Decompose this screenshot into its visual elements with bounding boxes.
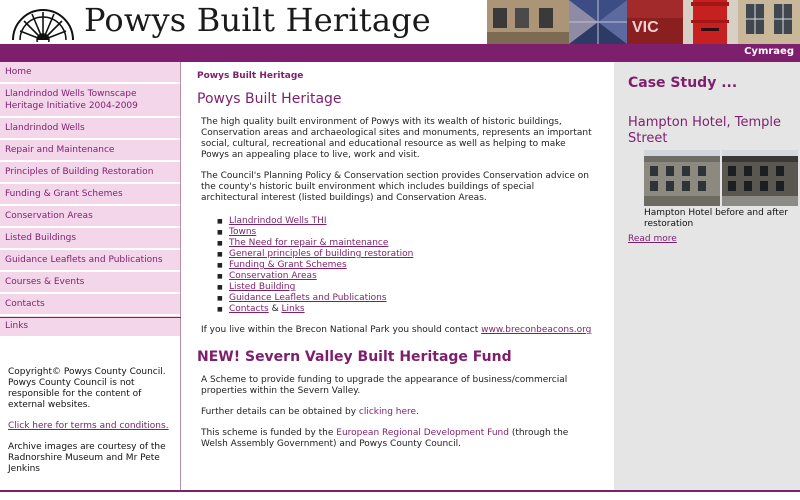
content-links-list — [217, 216, 602, 315]
link-listed-building[interactable]: Listed Building — [229, 282, 296, 292]
case-study-caption: Hampton Hotel before and after restoration — [644, 208, 788, 229]
sidebar-divider — [0, 317, 181, 318]
sidebar-item-listed[interactable]: Listed Buildings — [0, 228, 180, 250]
sidebar-item-funding[interactable]: Funding & Grant Schemes — [0, 184, 180, 206]
right-sidebar — [614, 62, 800, 490]
link-conservation-areas[interactable]: Conservation Areas — [229, 271, 317, 281]
link-towns[interactable]: Towns — [229, 227, 257, 237]
link-llandrindod-thi[interactable]: Llandrindod Wells THI — [229, 216, 327, 226]
archive-note: Archive images are courtesy of the Radnorshire Museum and Mr Pete Jenkins — [8, 442, 166, 474]
case-study-photos — [644, 150, 798, 206]
link-funding[interactable]: Funding & Grant Schemes — [229, 260, 347, 270]
intro-paragraph: The high quality built environment of Powys with its wealth of historic buildings, Conservation areas and archaeological sites and monuments, represents an important social, cultural, recreational and educational resource as well as helping to make Powys an appealing place to live, work and visit. — [201, 117, 592, 160]
site-header — [0, 0, 800, 44]
sidebar-item-links[interactable]: Links — [0, 316, 180, 338]
erdf-link[interactable]: European Regional Development Fund — [336, 428, 509, 438]
ampersand-text: & — [268, 304, 282, 314]
header-photo-strip — [487, 0, 800, 44]
tile-pattern-photo — [569, 0, 627, 44]
sidebar-item-principles[interactable]: Principles of Building Restoration — [0, 162, 180, 184]
news-heading: NEW! Severn Valley Built Heritage Fund — [197, 349, 512, 365]
link-links[interactable]: Links — [281, 304, 305, 314]
list-item — [217, 271, 602, 282]
sidebar-item-guidance[interactable]: Guidance Leaflets and Publications — [0, 250, 180, 272]
copyright-text: Copyright© Powys County Council. Powys County Council is not responsible for the content of external websites. — [8, 367, 166, 410]
list-item — [217, 249, 602, 260]
sidebar-item-llandrindod-thi[interactable]: Llandrindod Wells Townscape Heritage Initiative 2004-2009 — [0, 84, 180, 118]
news-paragraph-3 — [201, 428, 593, 450]
brecon-link[interactable]: www.breconbeacons.org — [481, 325, 592, 335]
sidebar-footer — [8, 367, 176, 485]
list-item — [217, 227, 602, 238]
svg-text:VIC: VIC — [632, 19, 659, 36]
link-repair-need[interactable]: The Need for repair & maintenance — [229, 238, 389, 248]
link-contacts[interactable]: Contacts — [229, 304, 269, 314]
brecon-contact-line — [201, 325, 602, 335]
hotel-before-photo[interactable] — [644, 150, 720, 206]
link-guidance[interactable]: Guidance Leaflets and Publications — [229, 293, 387, 303]
sidebar-nav — [0, 62, 180, 338]
site-title: Powys Built Heritage — [84, 1, 431, 39]
news-paragraph-1: A Scheme to provide funding to upgrade the appearance of business/commercial properties within the Severn Valley. — [201, 375, 568, 396]
sidebar-item-home[interactable]: Home — [0, 62, 180, 84]
hotel-after-photo[interactable] — [722, 150, 798, 206]
sign-photo — [627, 0, 683, 44]
sidebar-item-conservation[interactable]: Conservation Areas — [0, 206, 180, 228]
list-item — [217, 304, 602, 315]
news-paragraph-2 — [201, 407, 593, 418]
case-study-title: Case Study ... — [628, 75, 738, 91]
list-item — [217, 282, 602, 293]
list-item — [217, 216, 602, 227]
left-sidebar — [0, 62, 181, 490]
sidebar-item-llandrindod-wells[interactable]: Llandrindod Wells — [0, 118, 180, 140]
list-item — [217, 238, 602, 249]
sidebar-item-repair[interactable]: Repair and Maintenance — [0, 140, 180, 162]
case-study-subtitle[interactable]: Hampton Hotel, Temple Street — [628, 115, 782, 146]
red-postbox-photo — [683, 0, 738, 44]
terms-link[interactable]: Click here for terms and conditions. — [8, 421, 169, 431]
news-text: This scheme is funded by the — [201, 428, 337, 438]
read-more-link[interactable]: Read more — [628, 234, 677, 244]
link-general-principles[interactable]: General principles of building restoration — [229, 249, 414, 259]
page-title: Powys Built Heritage — [197, 91, 342, 107]
main-content — [197, 62, 602, 450]
heritage-logo-icon[interactable] — [10, 0, 76, 42]
list-item — [217, 260, 602, 271]
top-nav-bar — [0, 44, 800, 62]
brecon-text: If you live within the Brecon National Park you should contact — [201, 325, 482, 335]
list-item — [217, 293, 602, 304]
news-text: Further details can be obtained by — [201, 407, 359, 417]
sidebar-item-courses[interactable]: Courses & Events — [0, 272, 180, 294]
policy-paragraph: The Council's Planning Policy & Conservation section provides Conservation advice on the county's historic built environment which includes buildings of special architectural interest (listed buildings) and Conservation Areas. — [201, 171, 589, 203]
footer-line — [0, 490, 800, 492]
language-switch-link[interactable]: Cymraeg — [744, 46, 794, 57]
sidebar-item-contacts[interactable]: Contacts — [0, 294, 180, 316]
stone-building-photo — [487, 0, 569, 44]
news-text: . — [416, 407, 419, 417]
clicking-here-link[interactable]: clicking here — [358, 407, 417, 417]
breadcrumb: Powys Built Heritage — [197, 71, 304, 81]
window-building-photo — [738, 0, 800, 44]
news-text: (through the Welsh Assembly Government) and Powys County Council. — [201, 428, 569, 449]
